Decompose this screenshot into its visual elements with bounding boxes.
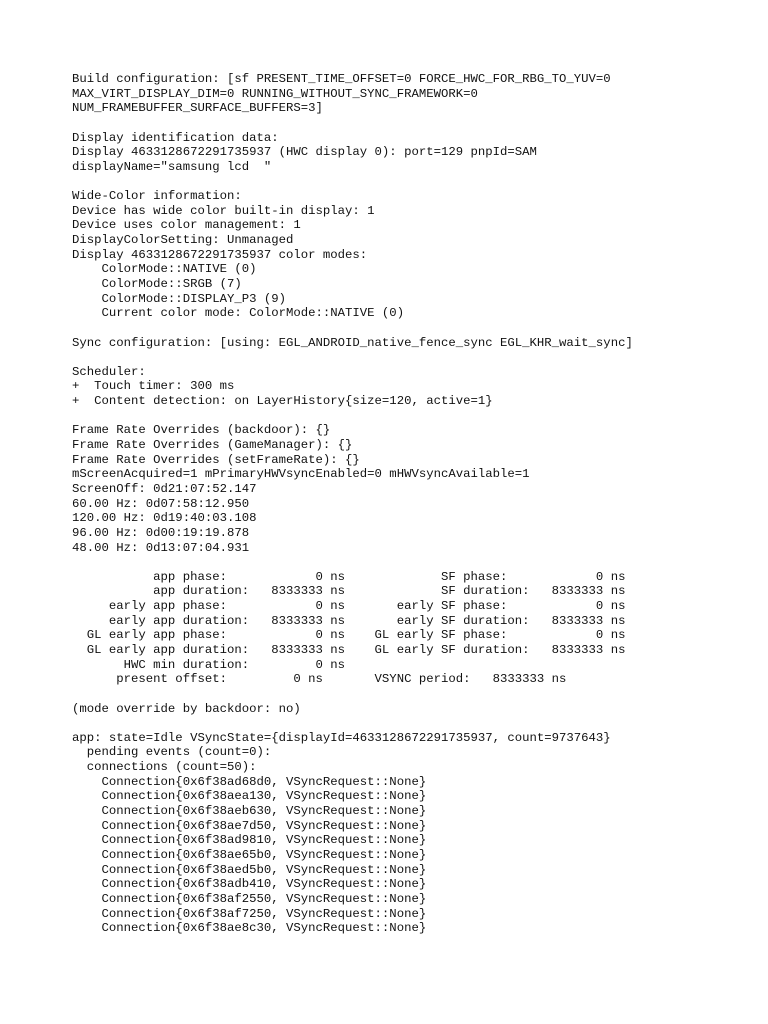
text-line: Connection{0x6f38aed5b0, VSyncRequest::None} (72, 862, 427, 877)
text-line (72, 174, 762, 189)
text-line: app duration: 8333333 ns SF duration: 8333333 ns (72, 584, 626, 599)
text-line: present offset: 0 ns VSYNC period: 8333333 ns (72, 672, 567, 687)
text-line (72, 350, 762, 365)
text-line: pending events (count=0): (72, 745, 272, 760)
text-line: GL early app duration: 8333333 ns GL early SF duration: 8333333 ns (72, 642, 626, 657)
text-line: Connection{0x6f38aea130, VSyncRequest::None} (72, 789, 427, 804)
text-line: Display 4633128672291735937 color modes: (72, 247, 368, 262)
text-line: connections (count=50): (72, 760, 257, 775)
text-line: Frame Rate Overrides (setFrameRate): {} (72, 452, 360, 467)
text-line: ColorMode::DISPLAY_P3 (9) (72, 291, 287, 306)
text-line: DisplayColorSetting: Unmanaged (72, 233, 294, 248)
text-line: Frame Rate Overrides (GameManager): {} (72, 438, 353, 453)
text-line: HWC min duration: 0 ns (72, 657, 346, 672)
text-line: + Touch timer: 300 ms (72, 379, 235, 394)
text-line: Device has wide color built-in display: 1 (72, 203, 375, 218)
text-line: Display identification data: (72, 130, 279, 145)
text-line: ScreenOff: 0d21:07:52.147 (72, 481, 257, 496)
text-line: NUM_FRAMEBUFFER_SURFACE_BUFFERS=3] (72, 101, 323, 116)
text-line: Scheduler: (72, 364, 146, 379)
text-line: early app duration: 8333333 ns early SF duration: 8333333 ns (72, 613, 626, 628)
text-line: 48.00 Hz: 0d13:07:04.931 (72, 540, 250, 555)
text-line: 120.00 Hz: 0d19:40:03.108 (72, 511, 257, 526)
text-line: Build configuration: [sf PRESENT_TIME_OFFSET=0 FORCE_HWC_FOR_RBG_TO_YUV=0 (72, 72, 611, 86)
text-line (72, 687, 762, 702)
text-line: early app phase: 0 ns early SF phase: 0 ns (72, 599, 626, 614)
text-line: displayName="samsung lcd " (72, 159, 272, 174)
text-line: + Content detection: on LayerHistory{size=120, active=1} (72, 394, 493, 409)
text-line: Current color mode: ColorMode::NATIVE (0) (72, 306, 405, 321)
text-line: Connection{0x6f38adb410, VSyncRequest::None} (72, 877, 427, 892)
text-line: Device uses color management: 1 (72, 218, 301, 233)
text-line: app phase: 0 ns SF phase: 0 ns (72, 569, 626, 584)
text-line: Sync configuration: [using: EGL_ANDROID_native_fence_sync EGL_KHR_wait_sync] (72, 335, 633, 350)
text-line: ColorMode::NATIVE (0) (72, 262, 257, 277)
text-line: Connection{0x6f38ad68d0, VSyncRequest::None} (72, 774, 427, 789)
text-line (72, 555, 762, 570)
text-line: ColorMode::SRGB (7) (72, 276, 242, 291)
text-line: Frame Rate Overrides (backdoor): {} (72, 423, 331, 438)
text-line: MAX_VIRT_DISPLAY_DIM=0 RUNNING_WITHOUT_SYNC_FRAMEWORK=0 (72, 86, 478, 101)
text-line: GL early app phase: 0 ns GL early SF phase: 0 ns (72, 628, 626, 643)
text-line: Connection{0x6f38ad9810, VSyncRequest::None} (72, 833, 427, 848)
dumpsys-text-document (72, 72, 762, 936)
text-line: Connection{0x6f38ae8c30, VSyncRequest::None} (72, 921, 427, 936)
text-line: app: state=Idle VSyncState={displayId=4633128672291735937, count=9737643} (72, 730, 611, 745)
text-line: Display 4633128672291735937 (HWC display 0): port=129 pnpId=SAM (72, 145, 537, 160)
text-line: mScreenAcquired=1 mPrimaryHWVsyncEnabled=0 mHWVsyncAvailable=1 (72, 467, 530, 482)
text-line: Connection{0x6f38aeb630, VSyncRequest::None} (72, 804, 427, 819)
text-line: Connection{0x6f38ae7d50, VSyncRequest::None} (72, 818, 427, 833)
text-line: 60.00 Hz: 0d07:58:12.950 (72, 496, 250, 511)
text-line: Wide-Color information: (72, 189, 242, 204)
text-line (72, 321, 762, 336)
text-line (72, 409, 762, 424)
text-line: Connection{0x6f38af7250, VSyncRequest::None} (72, 906, 427, 921)
text-line (72, 716, 762, 731)
text-line: Connection{0x6f38ae65b0, VSyncRequest::None} (72, 847, 427, 862)
text-line (72, 116, 762, 131)
text-line: 96.00 Hz: 0d00:19:19.878 (72, 525, 250, 540)
text-line: (mode override by backdoor: no) (72, 701, 301, 716)
text-line: Connection{0x6f38af2550, VSyncRequest::None} (72, 891, 427, 906)
